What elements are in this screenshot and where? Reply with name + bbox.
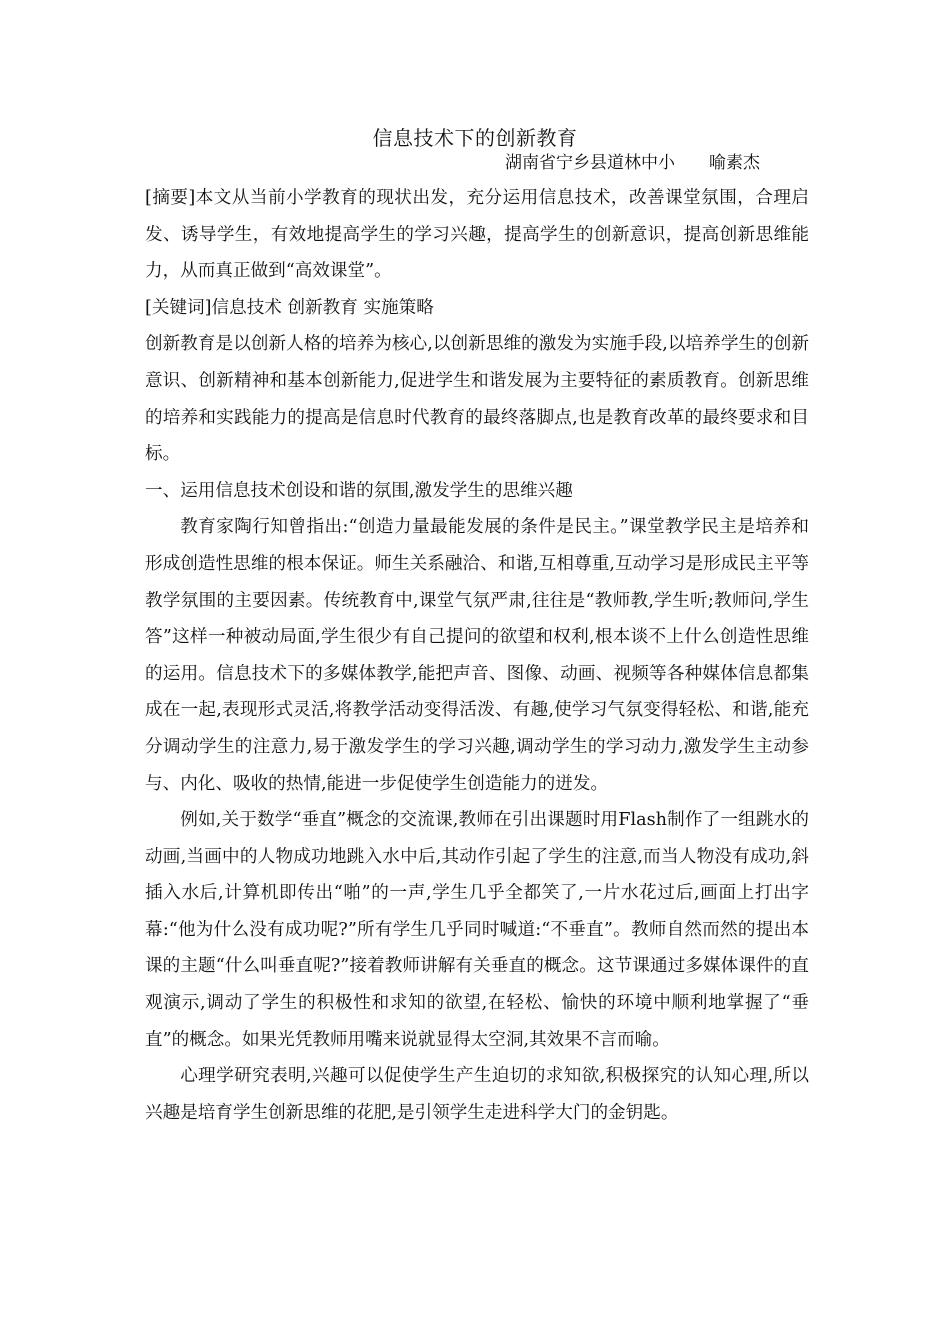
intro-paragraph: 创新教育是以创新人格的培养为核心,以创新思维的激发为实施手段,以培养学生的创新意识、创新精神和基本创新能力,促进学生和谐发展为主要特征的素质教育。创新思维的培养和实践能力的提高是信息时代教育的最终落脚点,也是教育改革的最终要求和目标。 xyxy=(145,334,809,465)
author-name: 喻素杰 xyxy=(709,153,760,173)
keywords-paragraph: [关键词]信息技术 创新教育 实施策略 xyxy=(145,297,434,318)
school-name: 湖南省宁乡县道林中小 xyxy=(505,153,675,173)
body-paragraph-1: 教育家陶行知曾指出:“创造力量最能发展的条件是民主。”课堂教学民主是培养和形成创造性思维的根本保证。师生关系融洽、和谐,互相尊重,互动学习是形成民主平等教学氛围的主要因素。传统教育中,课堂气氛严肃,往往是“教师教,学生听;教师问,学生答”这样一种被动局面,学生很少有自己提问的欲望和权利,根本谈不上什么创造性思维的运用。信息技术下的多媒体教学,能把声音、图像、动画、视频等各种媒体信息都集成在一起,表现形式灵活,将教学活动变得活泼、有趣,使学习气氛变得轻松、和谐,能充分调动学生的注意力,易于激发学生的学习兴趣,调动学生的学习动力,激发学生主动参与、内化、吸收的热情,能进一步促使学生创造能力的迸发。 xyxy=(145,517,809,794)
body-paragraph-3: 心理学研究表明,兴趣可以促使学生产生迫切的求知欲,积极探究的认知心理,所以兴趣是培育学生创新思维的花肥,是引领学生走进科学大门的金钥匙。 xyxy=(145,1066,809,1123)
author-line xyxy=(505,151,760,175)
document-title: 信息技术下的创新教育 xyxy=(372,126,578,150)
section-heading: 一、运用信息技术创设和谐的氛围,激发学生的思维兴趣 xyxy=(145,480,573,501)
abstract-paragraph: [摘要]本文从当前小学教育的现状出发，充分运用信息技术，改善课堂氛围，合理启发、诱导学生，有效地提高学生的学习兴趣，提高学生的创新意识，提高创新思维能力，从而真正做到“高效课堂”。 xyxy=(145,188,809,282)
body-paragraph-2: 例如,关于数学“垂直”概念的交流课,教师在引出课题时用Flash制作了一组跳水的动画,当画中的人物成功地跳入水中后,其动作引起了学生的注意,而当人物没有成功,斜插入水后,计算机即传出“啪”的一声,学生几乎全都笑了,一片水花过后,画面上打出字幕:“他为什么没有成功呢?”所有学生几乎同时喊道:“不垂直”。教师自然而然的提出本课的主题“什么叫垂直呢?”接着教师讲解有关垂直的概念。这节课通过多媒体课件的直观演示,调动了学生的积极性和求知的欲望,在轻松、愉快的环境中顺利地掌握了“垂直”的概念。如果光凭教师用嘴来说就显得太空洞,其效果不言而喻。 xyxy=(145,810,809,1050)
document-body xyxy=(145,180,809,1131)
